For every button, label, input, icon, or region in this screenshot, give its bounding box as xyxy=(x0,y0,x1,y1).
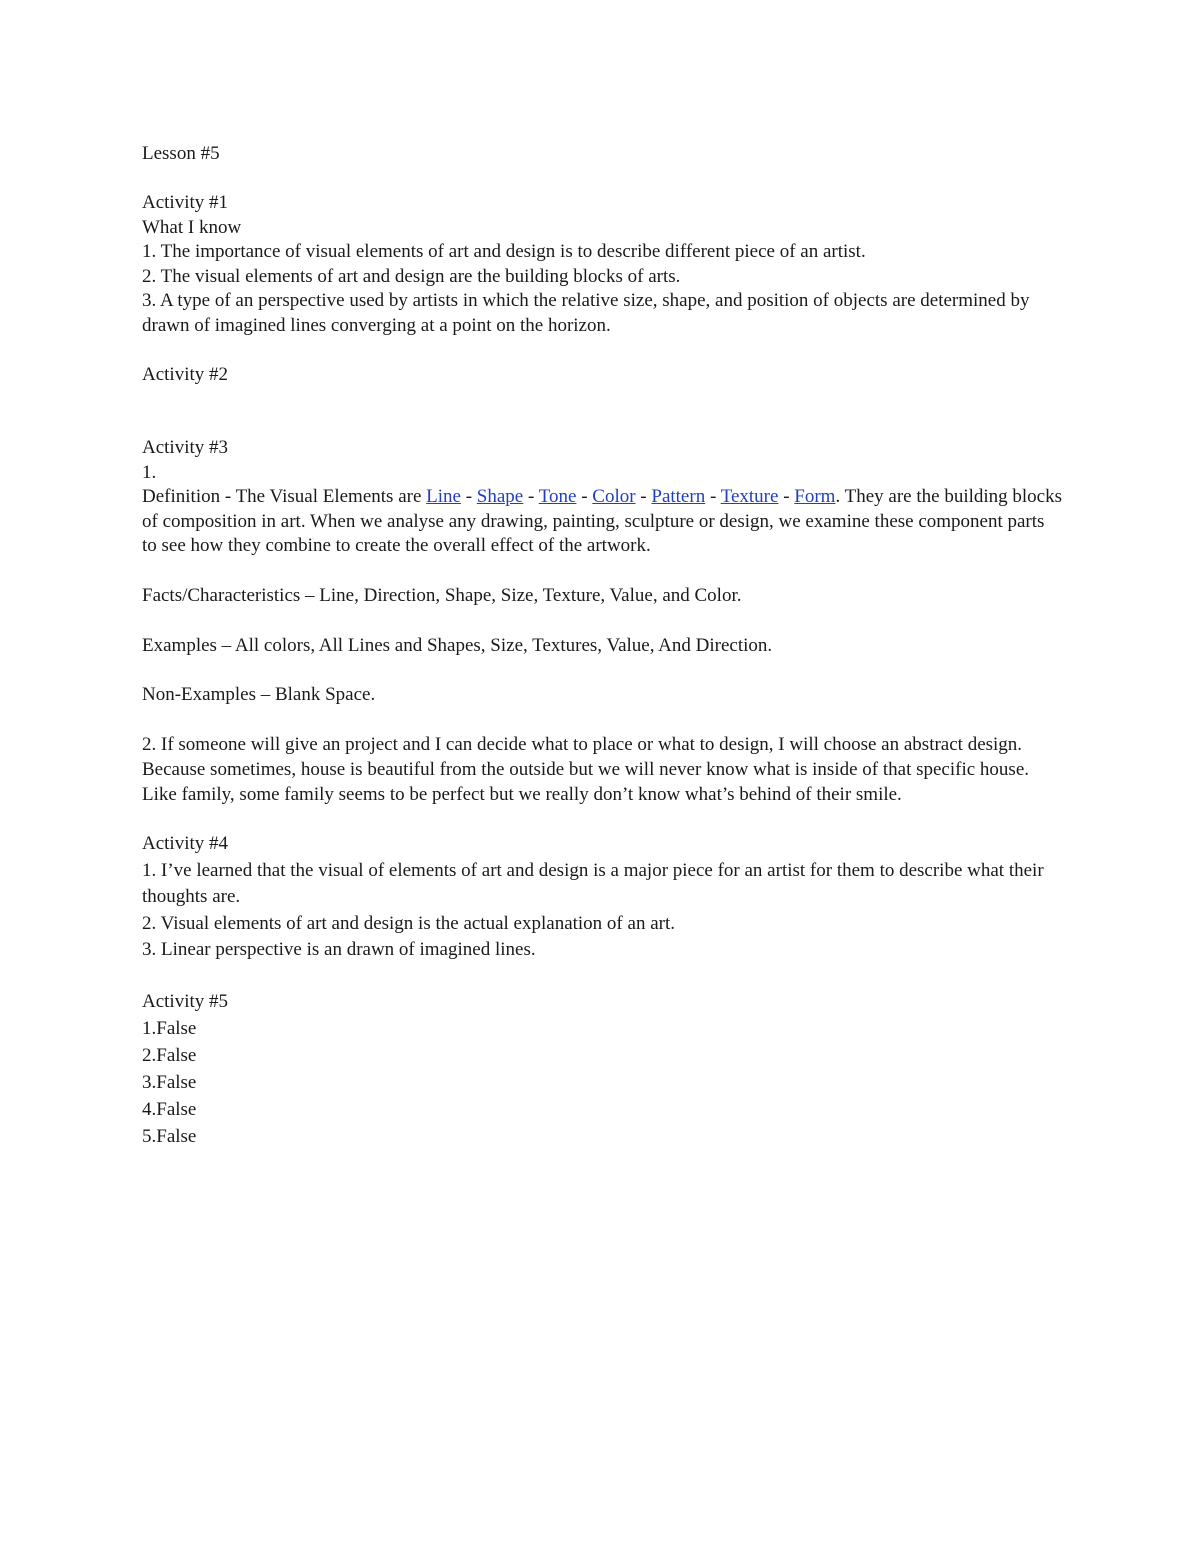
definition-suffix: . They are the building blocks of composition in art. When we analyse any drawing, painting, sculpture or design, we examine these component parts to see how they combine to create the overall effect of the artwork. xyxy=(142,486,1063,556)
activity5-answer: 1.False xyxy=(142,1018,197,1039)
link-shape[interactable]: Shape xyxy=(476,486,524,507)
spacer xyxy=(142,167,1062,192)
link-pattern[interactable]: Pattern xyxy=(651,486,706,507)
spacer xyxy=(142,807,1062,832)
activity3-answer2: 2. If someone will give an project and I can decide what to place or what to design, I will choose an abstract design. Because sometimes, house is beautiful from the outside but we will never know what is inside of that specific house. Like family, some family seems to be perfect but we really don’t know what’s behind of their smile. xyxy=(142,733,1029,805)
spacer xyxy=(142,964,1062,989)
activity4-item: 2. Visual elements of art and design is the actual explanation of an art. xyxy=(142,912,675,934)
activity5-heading: Activity #5 xyxy=(142,991,229,1012)
activity5-answer: 5.False xyxy=(142,1126,197,1147)
activity3-heading: Activity #3 xyxy=(142,437,229,458)
activity2-heading: Activity #2 xyxy=(142,363,229,385)
activity1-item: 2. The visual elements of art and design are the building blocks of arts. xyxy=(142,265,681,287)
activity5-answer: 2.False xyxy=(142,1045,197,1066)
activity3-definition xyxy=(142,485,1062,559)
activity4-item: 1. I’ve learned that the visual of elements of art and design is a major piece for an artist for them to describe what their thoughts are. xyxy=(142,859,1044,907)
link-separator: - xyxy=(778,486,795,507)
activity1-subheading: What I know xyxy=(142,216,242,238)
activity3-examples: Examples – All colors, All Lines and Shapes, Size, Textures, Value, And Direction. xyxy=(142,634,773,656)
link-texture[interactable]: Texture xyxy=(720,486,779,507)
link-separator: - xyxy=(523,486,539,507)
activity5-answer: 3.False xyxy=(142,1072,197,1093)
activity1-item: 1. The importance of visual elements of art and design is to describe different piece of an artist. xyxy=(142,241,866,262)
activity1-item: 3. A type of an perspective used by artists in which the relative size, shape, and position of objects are determined by drawn of imagined lines converging at a point on the horizon. xyxy=(142,290,1030,336)
link-tone[interactable]: Tone xyxy=(538,486,577,507)
spacer xyxy=(142,559,1062,584)
activity1-heading: Activity #1 xyxy=(142,192,229,213)
activity3-facts: Facts/Characteristics – Line, Direction, Shape, Size, Texture, Value, and Color. xyxy=(142,585,742,606)
document-body xyxy=(142,142,1062,1150)
activity4-item: 3. Linear perspective is an drawn of imagined lines. xyxy=(142,939,536,960)
spacer xyxy=(142,608,1062,633)
link-separator: - xyxy=(705,486,721,507)
spacer xyxy=(142,658,1062,683)
link-separator: - xyxy=(635,486,652,507)
activity5-answer: 4.False xyxy=(142,1099,197,1120)
activity3-non-examples: Non-Examples – Blank Space. xyxy=(142,684,376,705)
activity4-heading: Activity #4 xyxy=(142,833,229,854)
link-separator: - xyxy=(576,486,593,507)
lesson-title: Lesson #5 xyxy=(142,143,220,164)
spacer xyxy=(142,338,1062,363)
link-color[interactable]: Color xyxy=(592,486,636,507)
link-form[interactable]: Form xyxy=(794,486,836,507)
activity3-number: 1. xyxy=(142,461,157,483)
link-separator: - xyxy=(460,486,477,507)
link-line[interactable]: Line xyxy=(426,486,461,507)
spacer xyxy=(142,387,1062,436)
definition-prefix: Definition - The Visual Elements are xyxy=(142,486,427,507)
spacer xyxy=(142,707,1062,732)
